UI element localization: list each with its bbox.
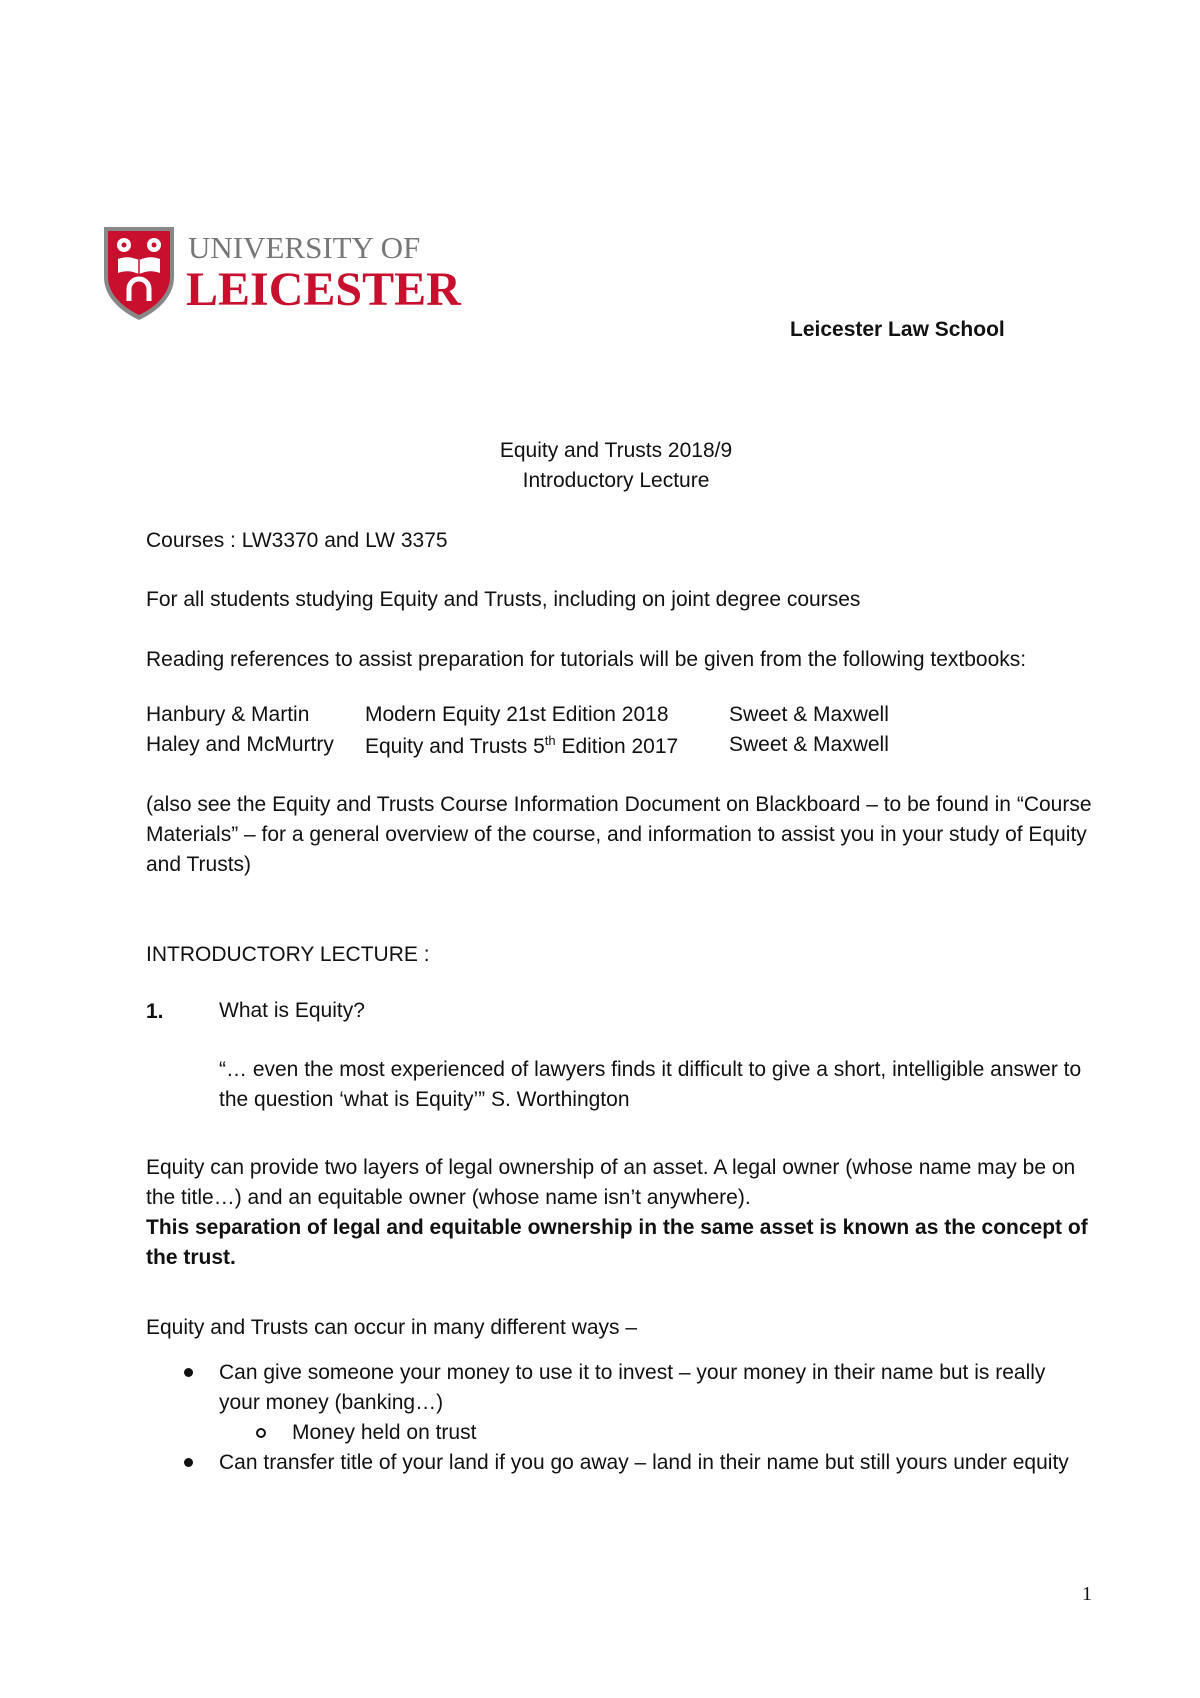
textbook-publisher: Sweet & Maxwell: [729, 733, 889, 756]
courses-line: Courses : LW3370 and LW 3375: [146, 529, 448, 552]
ways-intro: Equity and Trusts can occur in many different ways –: [146, 1316, 638, 1339]
logo-line1: UNIVERSITY OF: [188, 230, 421, 265]
document-title: Equity and Trusts 2018/9: [499, 439, 733, 462]
textbook-title: Modern Equity 21st Edition 2018: [365, 703, 669, 726]
document-subtitle: Introductory Lecture: [522, 469, 710, 492]
sub-list-item: Money held on trust: [292, 1421, 477, 1444]
sub-bullet-icon: [256, 1428, 266, 1438]
reading-intro: Reading references to assist preparation for tutorials will be given from the following textbooks:: [146, 648, 1027, 671]
bullet-icon: [184, 1368, 193, 1377]
list-item: Can give someone your money to use it to invest – your money in their name but is really your money (banking…): [219, 1361, 1046, 1414]
university-logo: [102, 225, 462, 321]
quote: “… even the most experienced of lawyers finds it difficult to give a short, intelligible answer to the question ‘what is Equity’” S. Worthington: [219, 1058, 1082, 1111]
paragraph-layers: Equity can provide two layers of legal ownership of an asset. A legal owner (whose name may be on the title…) and an equitable owner (whose name isn’t anywhere).: [146, 1156, 1076, 1209]
item-heading: What is Equity?: [219, 999, 365, 1022]
item-number: 1.: [146, 1000, 164, 1023]
textbook-authors: Haley and McMurtry: [146, 733, 334, 756]
page-number: 1: [1082, 1583, 1092, 1605]
textbook-row: [146, 703, 946, 733]
textbook-authors: Hanbury & Martin: [146, 703, 310, 726]
audience-line: For all students studying Equity and Trusts, including on joint degree courses: [146, 588, 861, 611]
school-name: Leicester Law School: [790, 318, 1005, 341]
list-item: Can transfer title of your land if you go away – land in their name but still yours under equity: [219, 1451, 1069, 1474]
textbook-publisher: Sweet & Maxwell: [729, 703, 889, 726]
also-see-note: (also see the Equity and Trusts Course Information Document on Blackboard – to be found in “Course Materials” – for a general overview of the course, and information to assist you in your study of Equity and Trusts): [146, 793, 1092, 876]
bullet-icon: [184, 1458, 193, 1467]
textbook-row: [146, 733, 946, 763]
logo-line2: LEICESTER: [186, 263, 461, 316]
paragraph-trust-concept: This separation of legal and equitable ownership in the same asset is known as the concept of the trust.: [146, 1216, 1088, 1269]
section-heading: INTRODUCTORY LECTURE :: [146, 943, 430, 966]
textbook-title: Equity and Trusts 5th Edition 2017: [365, 733, 679, 758]
